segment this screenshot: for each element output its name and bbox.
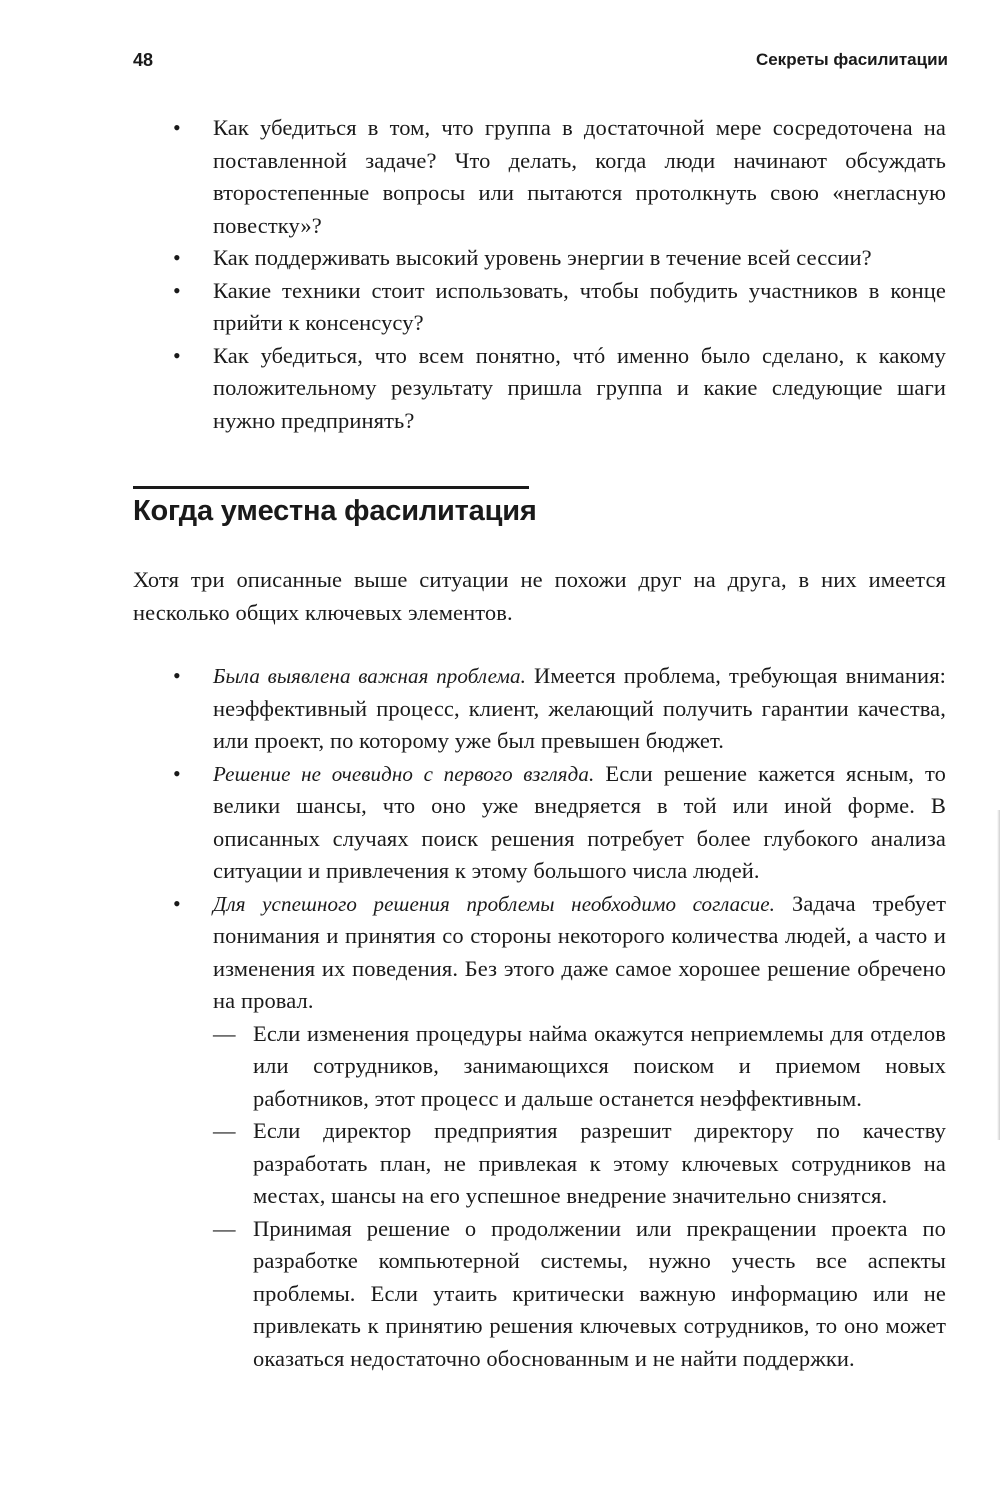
- list-item-text: Как поддерживать высокий уровень энергии в течение всей сессии?: [213, 245, 872, 270]
- list-item: [133, 758, 946, 888]
- running-title: Секреты фасилитации: [755, 50, 948, 69]
- sublist-item-text: Если директор предприятия разрешит директору по качеству разработать план, не привлекая к этому ключевых сотрудников на местах, шансы на его успешное внедрение значительно снизятся.: [253, 1118, 946, 1208]
- list-item-text: Какие техники стоит использовать, чтобы побудить участников в конце прийти к консенсусу?: [213, 277, 946, 335]
- list-item: [133, 888, 946, 1376]
- questions-list: [133, 112, 946, 437]
- dash-icon: —: [213, 1118, 236, 1143]
- bullet-icon: •: [173, 245, 181, 270]
- running-head: [133, 50, 948, 76]
- list-item: [133, 660, 946, 758]
- intro-paragraph: Хотя три описанные выше ситуации не похожи друг на друга, в них имеется несколько общих ключевых элементов.: [133, 567, 946, 625]
- section-heading: Когда уместна фасилитация: [133, 495, 537, 527]
- dash-icon: —: [213, 1215, 236, 1241]
- list-item: [133, 242, 946, 275]
- sublist-item: [213, 1115, 946, 1213]
- bullet-icon: •: [173, 277, 181, 303]
- sublist-item-text: Принимая решение о продолжении или прекращении проекта по разработке компьютерной системы, нужно учесть все аспекты проблемы. Если утаить критически важную информацию или не привлекать к принятию решения ключевых сотрудников, то оно может оказаться недостаточно обоснованным и не найти поддержки.: [253, 1215, 946, 1371]
- list-item-text: Имеется проблема, требующая внимания: неэффективный процесс, клиент, желающий получить гарантии качества, или проект, по которому уже был превышен бюджет.: [213, 663, 946, 753]
- list-item-lead: Была выявлена важная проблема.: [213, 664, 526, 688]
- page-number: 48: [133, 50, 154, 70]
- list-item-lead: Для успешного решения проблемы необходимо согласие.: [213, 891, 776, 916]
- section-divider: [133, 486, 529, 489]
- bullet-icon: •: [173, 760, 181, 786]
- list-item-text: Задача требует понимания и принятия со стороны некоторого количества людей, а часто и изменения их поведения. Без этого даже самое хорошее решение обречено на провал.: [213, 890, 946, 1013]
- bullet-icon: •: [173, 342, 181, 368]
- list-item: [133, 340, 946, 438]
- list-item-lead: Решение не очевидно с первого взгляда.: [213, 761, 595, 786]
- examples-sublist: [213, 1018, 946, 1376]
- list-item: [133, 112, 946, 242]
- list-item-text: Если решение кажется ясным, то велики шансы, что оно уже внедряется в той или иной форме. В описанных случаях поиск решения потребует более глубокого анализа ситуации и привлечения к этому большого числа людей.: [213, 760, 946, 883]
- sublist-item: [213, 1018, 946, 1116]
- key-elements-list: [133, 660, 946, 1375]
- bullet-icon: •: [173, 115, 181, 140]
- bullet-icon: •: [173, 890, 181, 916]
- sublist-item-text: Если изменения процедуры найма окажутся неприемлемы для отделов или сотрудников, занимающихся поиском и приемом новых работников, этот процесс и дальше останется неэффективным.: [253, 1020, 946, 1111]
- list-item-text: Как убедиться в том, что группа в достаточной мере сосредоточена на поставленной задаче? Что делать, когда люди начинают обсуждать второстепенные вопросы или пытаются протолкнуть свою «негласную повестку»?: [213, 115, 946, 238]
- list-item: [133, 275, 946, 340]
- bullet-icon: •: [173, 663, 181, 688]
- dash-icon: —: [213, 1020, 236, 1046]
- list-item-text: Как убедиться, что всем понятно, чтó именно было сделано, к какому положительному результату пришла группа и какие следующие шаги нужно предпринять?: [213, 342, 946, 433]
- sublist-item: [213, 1213, 946, 1376]
